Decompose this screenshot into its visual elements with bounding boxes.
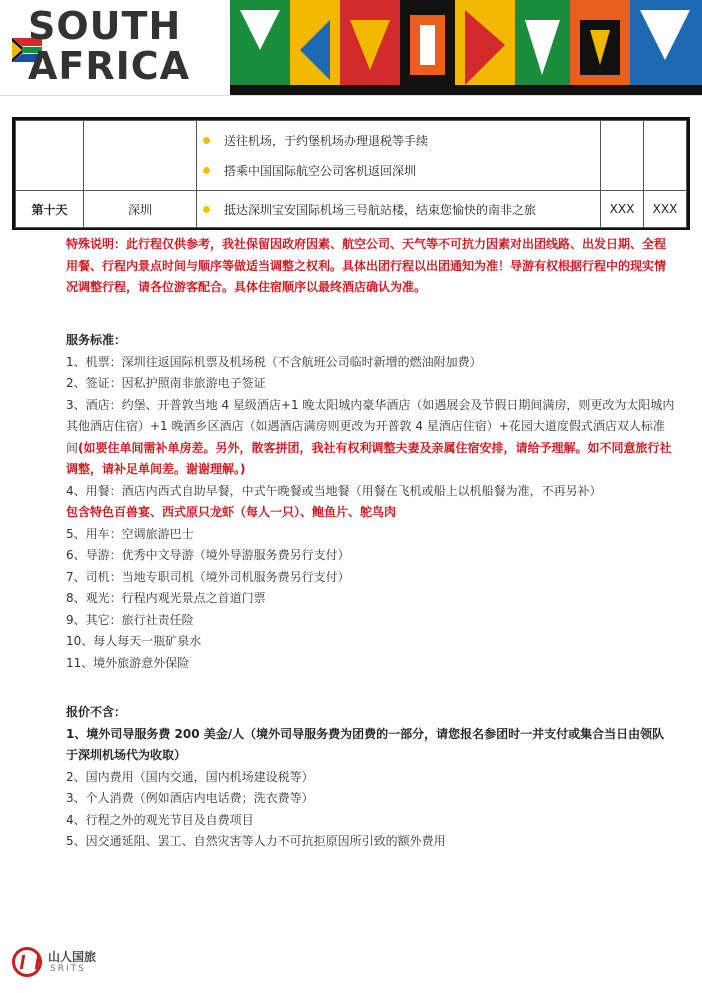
service-item: 8、观光：行程内观光景点之首道门票 — [66, 591, 266, 605]
meals-prefix: 包含 — [66, 505, 91, 519]
hotel-cell — [644, 121, 687, 191]
excluded-heading: 报价不含： — [66, 705, 127, 719]
activity-text: 搭乘中国国际航空公司客机返回深圳 — [224, 164, 417, 178]
service-item: 11、境外旅游意外保险 — [66, 655, 190, 670]
company-logo — [12, 945, 102, 985]
service-section — [66, 330, 676, 674]
city-cell — [84, 121, 197, 191]
service-heading: 服务标准： — [66, 333, 127, 347]
table-row — [16, 191, 687, 228]
service-item: 9、其它：旅行社责任险 — [66, 612, 194, 627]
ndebele-pattern — [230, 0, 702, 95]
excluded-item: 4、行程之外的观光节目及自费项目 — [66, 812, 254, 827]
meal-cell: XXX — [601, 191, 644, 228]
activity-text: 送往机场，于约堡机场办理退税等手续 — [224, 134, 429, 148]
logo-text-en: SRITS — [50, 964, 86, 974]
table-row — [16, 121, 687, 191]
day-cell — [16, 121, 84, 191]
service-item: 4、用餐：酒店内西式自助早餐，中式午晚餐或当地餐（用餐在飞机或船上以机船餐为准，不再另补） — [66, 483, 602, 498]
hotel-note: (如要住单间需补单房差。另外，散客拼团，我社有权利调整夫妻及亲属住宿安排，请给予理解。如不同意旅行社调整，请补足单间差。谢谢理解。) — [66, 440, 672, 476]
activities-cell — [197, 191, 601, 228]
day-cell: 第十天 — [16, 191, 84, 228]
excluded-item: 5、因交通延阻、罢工、自然灾害等人力不可抗拒原因所引致的额外费用 — [66, 834, 446, 848]
hotel-text: 3、酒店：约堡、开普敦当地 4 星级酒店+1 晚太阳城内豪华酒店（如遇展会及节假日期间满房，则更改为太阳城内其他酒店住宿）+1 晚酒乡区酒店（如遇酒店满房则更改为开普敦 4 星酒店住宿）+花园大道度假式酒店双人标准间 — [66, 397, 675, 455]
banner-title-line2: AFRICA — [28, 44, 191, 88]
service-item: 7、司机：当地专职司机（境外司机服务费另行支付） — [66, 569, 350, 584]
meal-cell — [601, 121, 644, 191]
logo-text-cn: 山人国旅 — [48, 950, 97, 964]
excluded-item: 2、国内费用（国内交通，国内机场建设税等） — [66, 769, 314, 784]
hotel-cell: XXX — [644, 191, 687, 228]
service-item: 2、签证：因私护照南非旅游电子签证 — [66, 376, 266, 390]
activities-cell — [197, 121, 601, 191]
excluded-item: 3、个人消费（例如酒店内电话费；洗衣费等） — [66, 791, 314, 805]
bullet-dot-icon — [203, 206, 210, 213]
banner-title-area — [0, 0, 230, 95]
service-item: 1、机票：深圳往返国际机票及机场税（不含航班公司临时新增的燃油附加费） — [66, 354, 482, 369]
service-item-hotel — [66, 395, 676, 481]
list-item — [203, 156, 594, 186]
meals-highlight: 特色百兽宴、西式原只龙虾（每人一只）、鲍鱼片、鸵鸟肉 — [90, 505, 397, 519]
city-cell: 深圳 — [84, 191, 197, 228]
service-item-meals — [66, 502, 676, 524]
itinerary-table — [12, 117, 690, 230]
bullet-dot-icon — [203, 167, 210, 174]
list-item — [203, 126, 594, 156]
excluded-section — [66, 702, 676, 853]
excluded-item: 1、境外司导服务费 200 美金/人（境外司导服务费为团费的一部分，请您报名参团时一并支付或集合当日由领队于深圳机场代为收取） — [66, 726, 665, 762]
header-banner — [0, 0, 702, 96]
list-item — [203, 194, 594, 224]
bullet-dot-icon — [203, 137, 210, 144]
service-item: 10、每人每天一瓶矿泉水 — [66, 634, 202, 648]
logo-mark-icon — [12, 947, 42, 977]
banner-title-line1: SOUTH — [28, 4, 182, 48]
service-item: 6、导游：优秀中文导游（境外导游服务费另行支付） — [66, 548, 350, 562]
special-notice: 特殊说明：此行程仅供参考，我社保留因政府因素、航空公司、天气等不可抗力因素对出团线路、出发日期、全程用餐、行程内景点时间与顺序等做适当调整之权利。具体出团行程以出团通知为准！导游有权根据行程中的现实情况调整行程，请各位游客配合。具体住宿顺序以最终酒店确认为准。 — [66, 237, 667, 294]
service-item: 5、用车：空调旅游巴士 — [66, 526, 194, 541]
activity-text: 抵达深圳宝安国际机场三号航站楼，结束您愉快的南非之旅 — [224, 202, 537, 217]
